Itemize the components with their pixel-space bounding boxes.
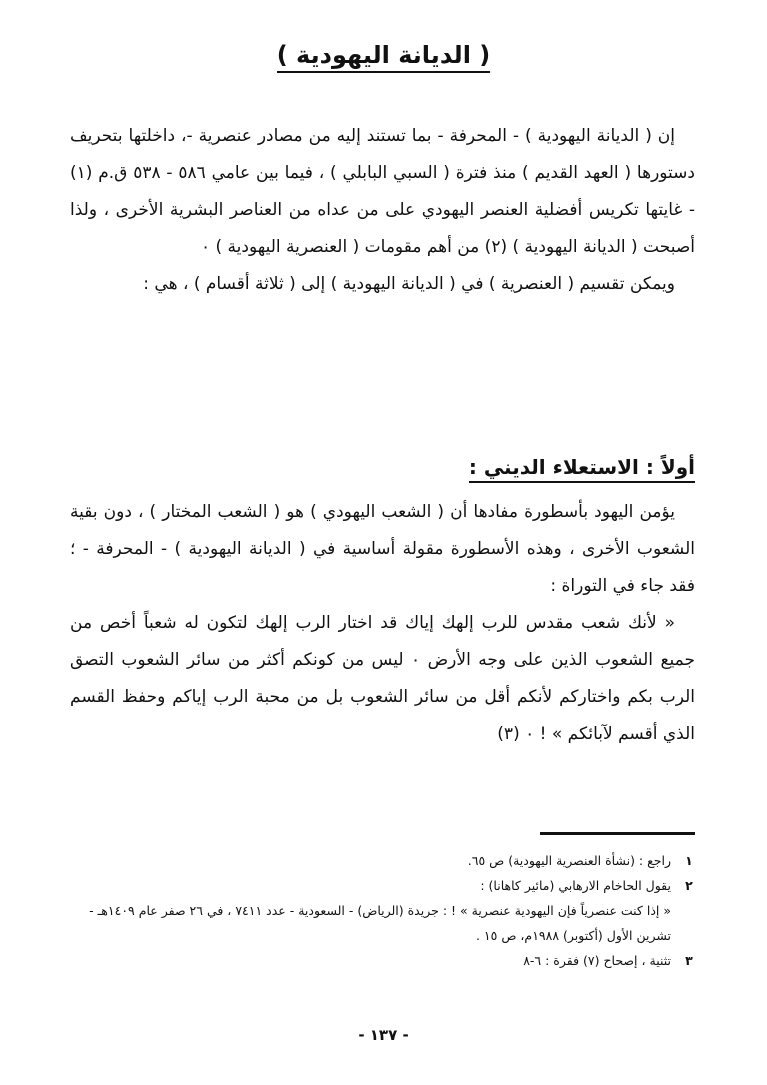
section-paragraph-1: يؤمن اليهود بأسطورة مفادها أن ( الشعب اليهودي ) هو ( الشعب المختار ) ، دون بقية الشعوب الأخرى ، وهذه الأسطورة مقولة أساسية في ( الديانة اليهودية ) - المحرفة - ؛ فقد جاء في التوراة : (70, 502, 695, 596)
footnote-number: ١ (685, 853, 693, 868)
footnotes (70, 848, 695, 973)
page-number: - ١٣٧ - (358, 1026, 409, 1044)
section-heading-text: أولاً : الاستعلاء الديني : (469, 455, 695, 483)
footnote-2-quote: « إذا كنت عنصرياً فإن اليهودية عنصرية » ! : جريدة (الرياض) - السعودية - عدد ٧٤١١ ، في ٢٦ صفر عام ١٤٠٩هـ - تشرين الأول (أكتوبر) ١٩٨٨م، ص ١٥ . (89, 903, 671, 943)
page-title (0, 38, 767, 72)
footnote-3 (70, 948, 695, 973)
footnote-text: يقول الحاخام الارهابي (مائير كاهانا) : (480, 878, 671, 893)
section-body (70, 494, 695, 753)
footnote-1 (70, 848, 695, 873)
footnote-number: ٢ (685, 878, 693, 893)
section-heading (469, 452, 695, 482)
page-title-text: ( الديانة اليهودية ) (277, 41, 491, 73)
footnote-divider (540, 832, 695, 835)
intro-text (70, 118, 695, 303)
footnote-text: راجع : (نشأة العنصرية اليهودية) ص ٦٥. (467, 853, 671, 868)
footnote-2 (70, 873, 695, 898)
footnote-text: تثنية ، إصحاح (٧) فقرة : ٦-٨ (523, 953, 671, 968)
torah-quote: « لأنك شعب مقدس للرب إلهك إياك قد اختار الرب إلهك لتكون له شعباً أخص من جميع الشعوب الذين على وجه الأرض ٠ ليس من كونكم أكثر من سائر الشعوب التصق الرب بكم واختاركم لأنكم أقل من سائر الشعوب بل من محبة الرب إياكم وحفظ القسم الذي أقسم لآبائكم » ! ٠ (٣) (70, 613, 695, 744)
footnote-number: ٣ (685, 953, 693, 968)
intro-paragraph-1: إن ( الديانة اليهودية ) - المحرفة - بما تستند إليه من مصادر عنصرية -، داخلتها بتحريف دستورها ( العهد القديم ) منذ فترة ( السبي البابلي ) ، فيما بين عامي ٥٨٦ - ٥٣٨ ق.م (١) - غايتها تكريس أفضلية العنصر اليهودي على من عداه من العناصر البشرية الأخرى ، ولذا أصبحت ( الديانة اليهودية ) (٢) من أهم مقومات ( العنصرية اليهودية ) ٠ (70, 126, 695, 257)
intro-paragraph-2: ويمكن تقسيم ( العنصرية ) في ( الديانة اليهودية ) إلى ( ثلاثة أقسام ) ، هي : (143, 274, 675, 294)
